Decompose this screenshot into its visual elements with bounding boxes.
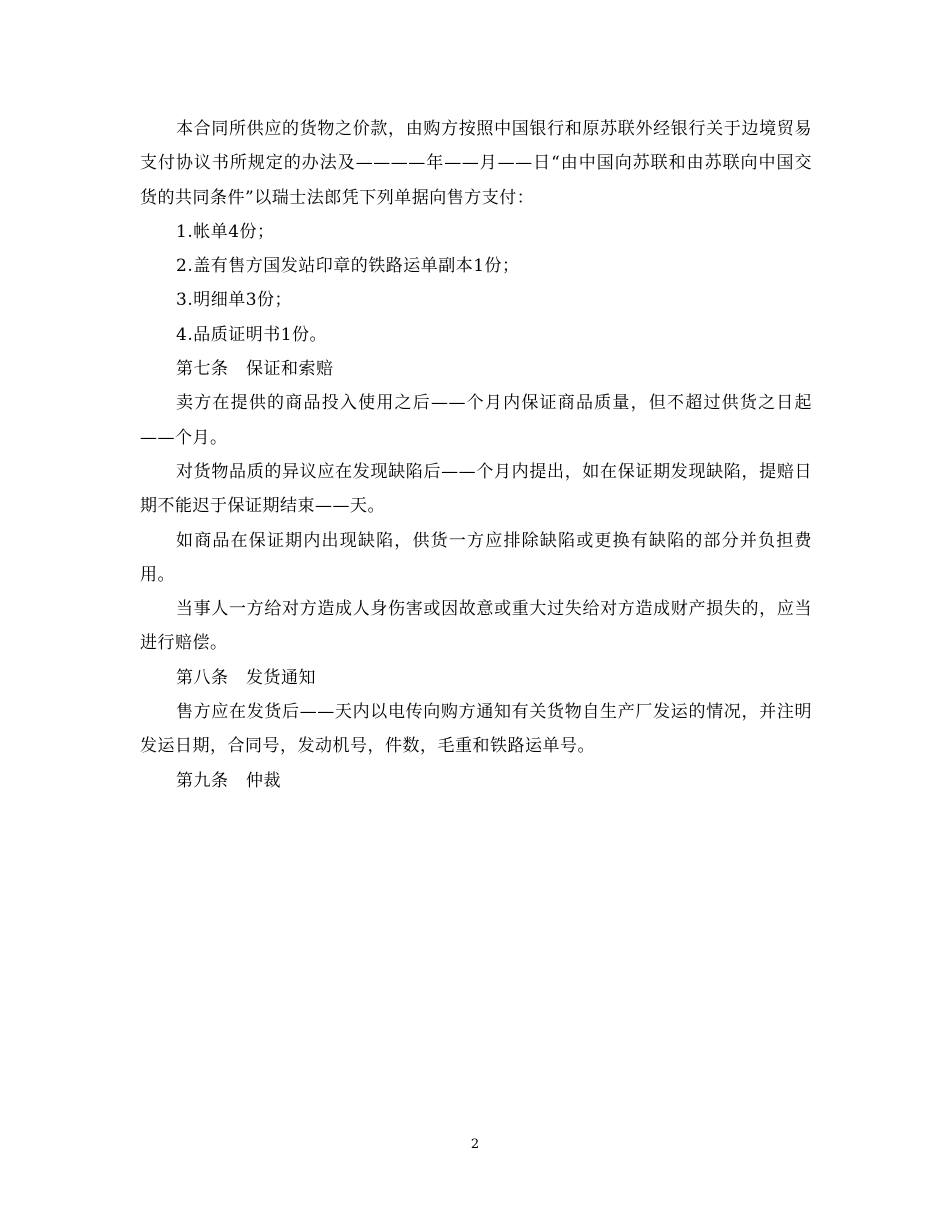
defect-paragraph: 如商品在保证期内出现缺陷，供货一方应排除缺陷或更换有缺陷的部分并负担费用。 bbox=[140, 530, 812, 585]
document-list-item: 3.明细单3份； bbox=[176, 290, 293, 311]
claims-paragraph: 对货物品质的异议应在发现缺陷后——个月内提出，如在保证期发现缺陷，提赔日期不能迟于保证期结束——天。 bbox=[140, 461, 812, 517]
document-list-item: 4.品质证明书1份。 bbox=[176, 324, 328, 345]
page-number: 2 bbox=[470, 1137, 480, 1152]
document-list-item: 2.盖有售方国发站印章的铁路运单副本1份； bbox=[176, 256, 520, 277]
compensation-paragraph: 当事人一方给对方造成人身伤害或因故意或重大过失给对方造成财产损失的，应当进行赔偿。 bbox=[140, 599, 812, 654]
warranty-paragraph: 卖方在提供的商品投入使用之后——个月内保证商品质量，但不超过供货之日起——个月。 bbox=[140, 393, 812, 448]
document-list-item: 1.帐单4份； bbox=[176, 221, 275, 242]
article-heading: 第九条 仲裁 bbox=[176, 770, 281, 791]
article-heading: 第七条 保证和索赔 bbox=[176, 359, 334, 380]
shipping-notice-paragraph: 售方应在发货后——天内以电传向购方通知有关货物自生产厂发运的情况，并注明发运日期，合同号，发动机号，件数，毛重和铁路运单号。 bbox=[140, 702, 812, 757]
article-heading: 第八条 发货通知 bbox=[176, 667, 316, 688]
payment-terms-paragraph: 本合同所供应的货物之价款，由购方按照中国银行和原苏联外经银行关于边境贸易支付协议书所规定的办法及————年——月——日“由中国向苏联和由苏联向中国交货的共同条件”以瑞士法郎凭下列单据向售方支付： bbox=[140, 119, 812, 208]
document-body bbox=[140, 112, 812, 798]
